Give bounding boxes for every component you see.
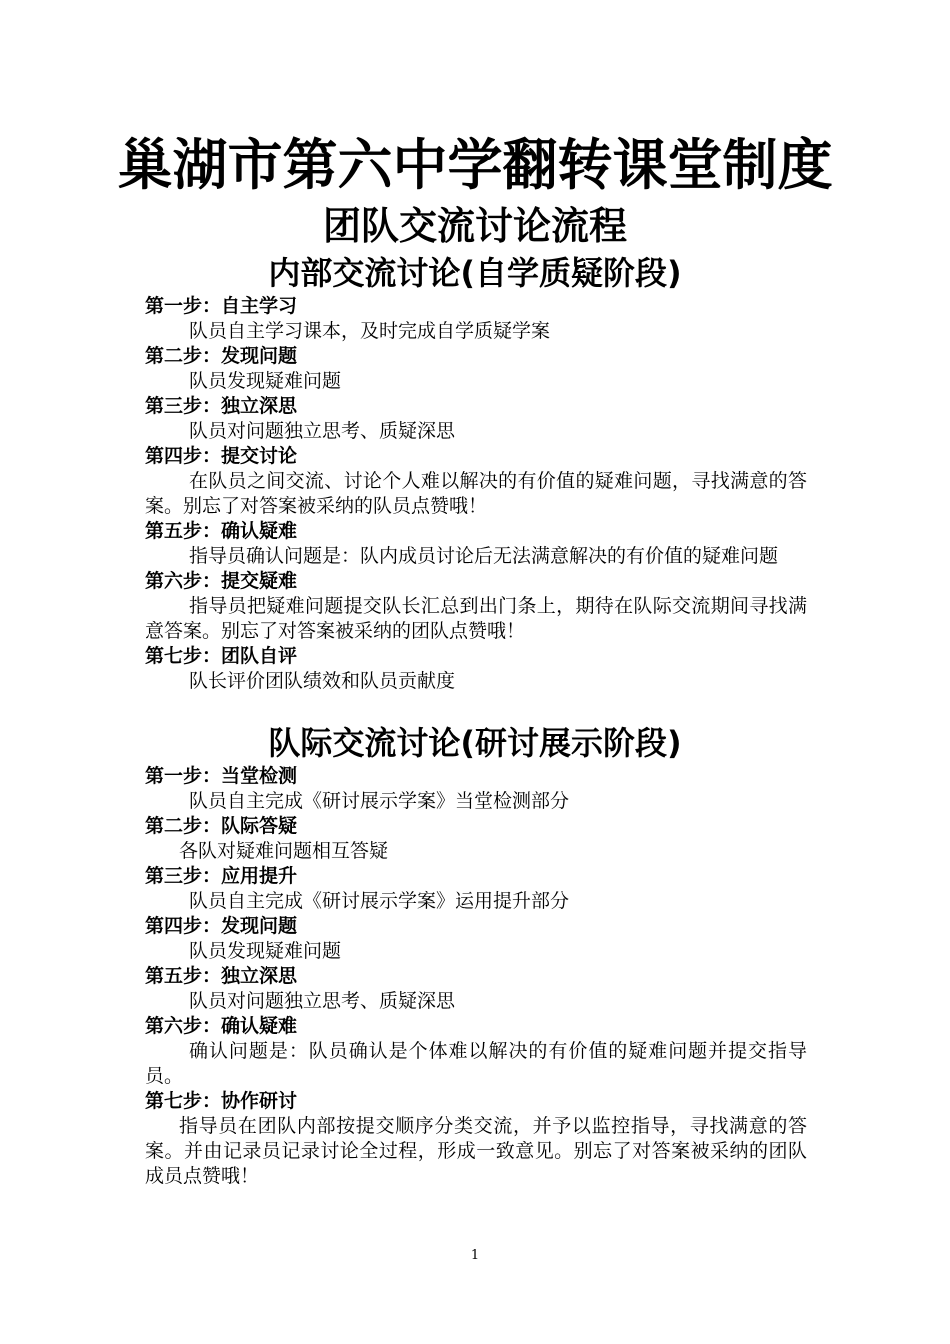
step-list	[145, 294, 807, 694]
section-title: 内部交流讨论(自学质疑阶段)	[268, 254, 682, 292]
section-title: 队际交流讨论(研讨展示阶段)	[268, 724, 682, 762]
document-title: 巢湖市第六中学翻转课堂制度	[117, 133, 833, 197]
section-internal-discussion	[0, 252, 950, 694]
section-inter-team-discussion	[0, 722, 950, 1189]
step-heading: 第一步：自主学习	[145, 295, 298, 317]
step-heading: 第六步：确认疑难	[145, 1015, 298, 1037]
step-description: 队员发现疑难问题	[189, 940, 342, 962]
step-heading: 第七步：协作研讨	[145, 1090, 298, 1112]
step-heading: 第五步：确认疑难	[145, 520, 298, 542]
step-description: 队长评价团队绩效和队员贡献度	[189, 670, 456, 692]
step-heading: 第二步：队际答疑	[145, 815, 298, 837]
step-heading: 第四步：提交讨论	[145, 445, 298, 467]
step-description: 队员自主完成《研讨展示学案》当堂检测部分	[189, 790, 570, 812]
step-heading: 第三步：独立深思	[145, 395, 298, 417]
step-heading: 第二步：发现问题	[145, 345, 298, 367]
page-number: 1	[470, 1248, 480, 1263]
document-subtitle: 团队交流讨论流程	[322, 204, 627, 248]
step-description: 队员对问题独立思考、质疑深思	[189, 420, 456, 442]
step-description: 队员对问题独立思考、质疑深思	[189, 990, 456, 1012]
step-description: 指导员把疑难问题提交队长汇总到出门条上，期待在队际交流期间寻找满意答案。别忘了对答案被采纳的团队点赞哦！	[145, 595, 807, 642]
step-heading: 第六步：提交疑难	[145, 570, 298, 592]
step-description: 在队员之间交流、讨论个人难以解决的有价值的疑难问题，寻找满意的答案。别忘了对答案被采纳的队员点赞哦！	[145, 470, 807, 517]
step-description: 各队对疑难问题相互答疑	[179, 840, 389, 862]
step-list	[145, 764, 807, 1189]
step-heading: 第四步：发现问题	[145, 915, 298, 937]
step-heading: 第七步：团队自评	[145, 645, 298, 667]
step-description: 队员发现疑难问题	[189, 370, 342, 392]
step-description: 队员自主完成《研讨展示学案》运用提升部分	[189, 890, 570, 912]
step-description: 指导员确认问题是：队内成员讨论后无法满意解决的有价值的疑难问题	[189, 545, 779, 567]
step-heading: 第三步：应用提升	[145, 865, 298, 887]
step-description: 确认问题是：队员确认是个体难以解决的有价值的疑难问题并提交指导员。	[145, 1040, 807, 1087]
step-description: 指导员在团队内部按提交顺序分类交流，并予以监控指导，寻找满意的答案。并由记录员记录讨论全过程，形成一致意见。别忘了对答案被采纳的团队成员点赞哦！	[145, 1115, 807, 1187]
step-heading: 第五步：独立深思	[145, 965, 298, 987]
step-heading: 第一步：当堂检测	[145, 765, 298, 787]
step-description: 队员自主学习课本，及时完成自学质疑学案	[189, 320, 551, 342]
